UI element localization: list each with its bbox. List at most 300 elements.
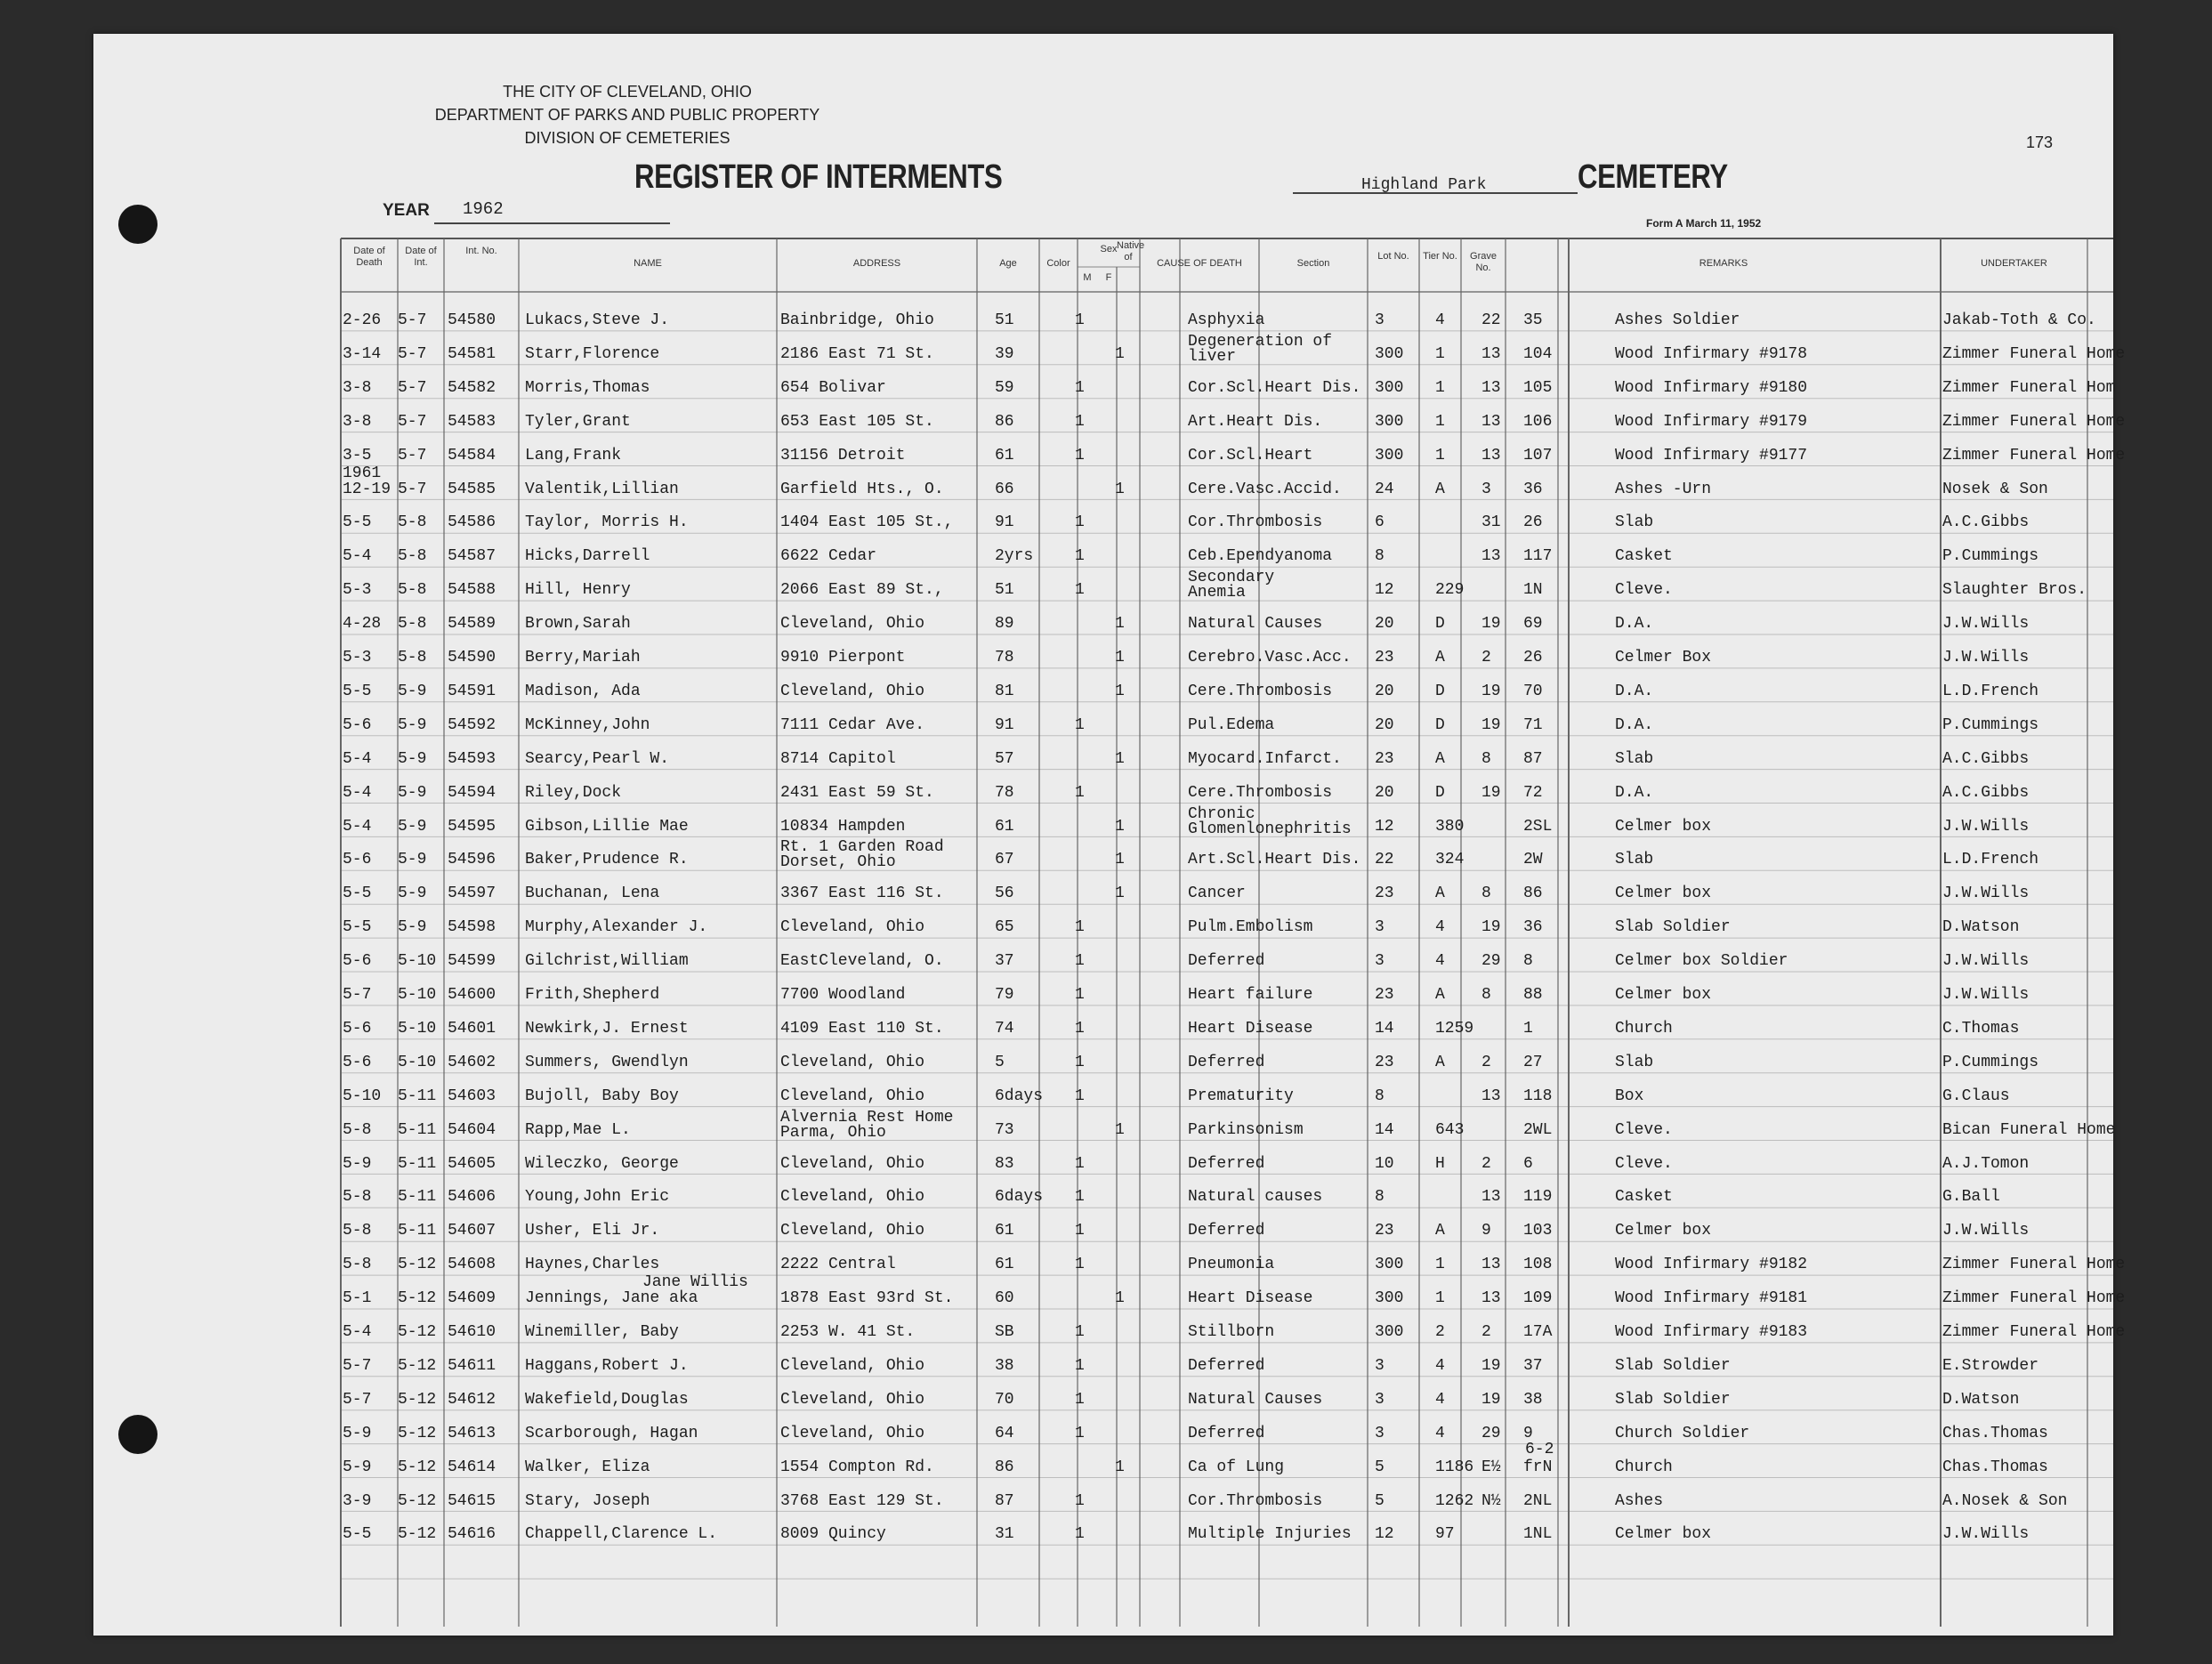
cell-grave: 87 <box>1523 749 1543 768</box>
cell-grave: 104 <box>1523 344 1553 363</box>
cell-cause: Art.Scl.Heart Dis. <box>1188 851 1361 869</box>
cell-sec: 300 <box>1375 344 1404 363</box>
cell-sec: 300 <box>1375 446 1404 464</box>
cell-addr: 10834 Hampden <box>780 817 906 836</box>
column-header-date-of-death: Date of Death <box>353 246 385 268</box>
cell-rem: Box <box>1615 1086 1644 1105</box>
cell-dod: 5-9 <box>343 1154 372 1173</box>
cell-tier: 3 <box>1481 480 1491 498</box>
cell-lot: 1 <box>1435 344 1445 363</box>
cell-addr: 2222 Central <box>780 1256 896 1274</box>
cell-grave: 69 <box>1523 615 1543 634</box>
cell-cause: Heart Disease <box>1188 1019 1313 1038</box>
cell-tier: 2 <box>1481 649 1491 666</box>
cell-name: Searcy,Pearl W. <box>525 749 670 768</box>
cell-addr: Cleveland, Ohio <box>780 1053 925 1071</box>
cell-doi: 5-9 <box>398 851 427 869</box>
cell-rem: Cleve. <box>1615 1120 1673 1139</box>
cell-no: 54608 <box>448 1256 496 1274</box>
cell-rem: Slab <box>1615 851 1654 869</box>
cell-tier: 13 <box>1481 344 1501 363</box>
column-header-color: Color <box>1046 258 1070 269</box>
cell-dod: 5-5 <box>343 1525 372 1544</box>
cell-sec: 3 <box>1375 1356 1385 1375</box>
cell-und: J.W.Wills <box>1942 885 2030 903</box>
cell-lot: D <box>1435 715 1445 734</box>
cell-cause-line2: liver <box>1188 347 1237 366</box>
cell-sec: 23 <box>1375 749 1394 768</box>
cell-age: 61 <box>995 446 1014 464</box>
cell-und: J.W.Wills <box>1942 1222 2030 1240</box>
cell-no: 54587 <box>448 547 496 566</box>
cell-und: Nosek & Son <box>1942 480 2048 498</box>
form-note: Form A March 11, 1952 <box>1646 217 1762 230</box>
cell-grave: 118 <box>1523 1086 1553 1105</box>
cell-m: 1 <box>1075 581 1085 600</box>
cell-dod: 5-5 <box>343 885 372 903</box>
cell-lot: A <box>1435 649 1445 666</box>
cell-addr: 6622 Cedar <box>780 547 877 566</box>
cell-dod: 5-6 <box>343 952 372 971</box>
cell-age: 86 <box>995 1458 1014 1476</box>
cell-cause: Pneumonia <box>1188 1256 1275 1274</box>
cell-rem: Celmer box <box>1615 885 1712 903</box>
cell-dod: 5-3 <box>343 649 372 666</box>
cell-rem: Wood Infirmary #9180 <box>1615 378 1808 397</box>
cell-grave: 27 <box>1523 1053 1543 1071</box>
cell-und: Bican Funeral Home <box>1942 1120 2116 1139</box>
cell-no: 54597 <box>448 885 496 903</box>
cell-sec: 3 <box>1375 1390 1385 1409</box>
cell-grave: 26 <box>1523 513 1543 532</box>
city-name: THE CITY OF CLEVELAND, OHIO <box>503 83 752 101</box>
cell-cause: Deferred <box>1188 1356 1265 1375</box>
cell-tier: 8 <box>1481 749 1491 768</box>
cell-sec: 12 <box>1375 1525 1394 1544</box>
cell-name: Winemiller, Baby <box>525 1323 679 1341</box>
cell-und: Chas.Thomas <box>1942 1424 2048 1442</box>
cell-rem: D.A. <box>1615 715 1654 734</box>
cell-addr: 9910 Pierpont <box>780 649 906 666</box>
cell-sec: 20 <box>1375 615 1394 634</box>
cell-addr: 31156 Detroit <box>780 446 906 464</box>
cell-age: 86 <box>995 412 1014 431</box>
cell-sec: 8 <box>1375 1086 1385 1105</box>
cell-no: 54603 <box>448 1086 496 1105</box>
cell-dod: 5-4 <box>343 1323 372 1341</box>
cell-und: Zimmer Funeral Hom <box>1942 378 2116 397</box>
cell-addr: 1404 East 105 St., <box>780 513 954 532</box>
cell-addr: 3367 East 116 St. <box>780 885 944 903</box>
cell-und: E.Strowder <box>1942 1356 2039 1375</box>
cell-addr: 7111 Cedar Ave. <box>780 715 925 734</box>
cell-grave: 1NL <box>1523 1525 1553 1544</box>
cell-dod: 5-4 <box>343 783 372 802</box>
cell-tier: 2 <box>1481 1053 1491 1071</box>
column-header-sex-m: M <box>1083 272 1092 283</box>
cell-no: 54606 <box>448 1188 496 1207</box>
cell-no: 54605 <box>448 1154 496 1173</box>
cell-tier: 13 <box>1481 1289 1501 1308</box>
cell-m: 1 <box>1075 1188 1085 1207</box>
cell-sec: 8 <box>1375 1188 1385 1207</box>
cell-tier: 19 <box>1481 682 1501 700</box>
cell-f: 1 <box>1115 749 1125 768</box>
cell-addr: 7700 Woodland <box>780 986 906 1004</box>
cell-doi: 5-11 <box>398 1222 437 1240</box>
cell-doi: 5-8 <box>398 513 427 532</box>
cell-sec: 3 <box>1375 311 1385 329</box>
cell-grave: 88 <box>1523 986 1543 1004</box>
cell-und: J.W.Wills <box>1942 649 2030 666</box>
cell-doi: 5-8 <box>398 649 427 666</box>
cell-addr: Cleveland, Ohio <box>780 1356 925 1375</box>
cell-doi: 5-7 <box>398 480 427 498</box>
cell-age: 79 <box>995 986 1014 1004</box>
cell-und: Slaughter Bros. <box>1942 581 2087 600</box>
cell-rem: Slab Soldier <box>1615 1390 1731 1409</box>
division-name: DIVISION OF CEMETERIES <box>524 129 731 147</box>
cell-sec: 23 <box>1375 649 1394 666</box>
cell-addr: 653 East 105 St. <box>780 412 934 431</box>
cell-tier: 19 <box>1481 615 1501 634</box>
cell-doi: 5-9 <box>398 682 427 700</box>
cell-name: Riley,Dock <box>525 783 622 802</box>
cell-doi: 5-11 <box>398 1120 437 1139</box>
cell-und: J.W.Wills <box>1942 1525 2030 1544</box>
cell-name: Chappell,Clarence L. <box>525 1525 718 1544</box>
cell-lot: 1 <box>1435 1289 1445 1308</box>
cell-addr: 1878 East 93rd St. <box>780 1289 954 1308</box>
cell-sec: 12 <box>1375 817 1394 836</box>
year-label: YEAR <box>383 201 430 220</box>
cell-cause: Natural Causes <box>1188 1390 1323 1409</box>
cell-addr: Cleveland, Ohio <box>780 1222 925 1240</box>
cell-addr: 2186 East 71 St. <box>780 344 934 363</box>
cell-rem: Slab <box>1615 1053 1654 1071</box>
cell-tier: 13 <box>1481 1188 1501 1207</box>
cell-name: McKinney,John <box>525 715 650 734</box>
cell-lot: 1 <box>1435 446 1445 464</box>
cell-no: 54580 <box>448 311 496 329</box>
cell-grave: 107 <box>1523 446 1553 464</box>
cell-sec: 23 <box>1375 1222 1394 1240</box>
cell-doi: 5-12 <box>398 1390 437 1409</box>
cell-und: J.W.Wills <box>1942 615 2030 634</box>
cell-m: 1 <box>1075 1053 1085 1071</box>
cell-lot: H <box>1435 1154 1445 1173</box>
cell-name: Usher, Eli Jr. <box>525 1222 660 1240</box>
cell-no: 54604 <box>448 1120 496 1139</box>
cell-und: Zimmer Funeral Home <box>1942 1289 2126 1308</box>
cell-name: Gilchrist,William <box>525 952 689 971</box>
cell-m: 1 <box>1075 446 1085 464</box>
cell-m: 1 <box>1075 986 1085 1004</box>
cell-lot: A <box>1435 749 1445 768</box>
cell-cause: Cor.Thrombosis <box>1188 1491 1323 1510</box>
cell-rem: Cleve. <box>1615 581 1673 600</box>
cell-name: Newkirk,J. Ernest <box>525 1019 689 1038</box>
cell-m: 1 <box>1075 1390 1085 1409</box>
column-header-section: Section <box>1296 258 1330 269</box>
cell-dod: 5-8 <box>343 1120 372 1139</box>
cell-und: J.W.Wills <box>1942 986 2030 1004</box>
cell-und: J.W.Wills <box>1942 817 2030 836</box>
cell-age: 39 <box>995 344 1014 363</box>
cell-addr: 4109 East 110 St. <box>780 1019 944 1038</box>
cell-m: 1 <box>1075 1525 1085 1544</box>
cell-age: 31 <box>995 1525 1014 1544</box>
cell-tier: 29 <box>1481 952 1501 971</box>
cell-grave: 2W <box>1523 851 1543 869</box>
cell-name: Stary, Joseph <box>525 1491 650 1510</box>
cell-dod: 5-6 <box>343 715 372 734</box>
cell-no: 54612 <box>448 1390 496 1409</box>
cell-sec: 3 <box>1375 952 1385 971</box>
cell-cause: Art.Heart Dis. <box>1188 412 1323 431</box>
cell-age: 81 <box>995 682 1014 700</box>
cell-no: 54613 <box>448 1424 496 1442</box>
cell-doi: 5-11 <box>398 1086 437 1105</box>
cell-cause: Degeneration of <box>1188 332 1333 351</box>
cell-lot: A <box>1435 1222 1445 1240</box>
cell-cause: Deferred <box>1188 1053 1265 1071</box>
cell-und: J.W.Wills <box>1942 952 2030 971</box>
cell-age: 37 <box>995 952 1014 971</box>
cell-cause-line2: Anemia <box>1188 584 1246 602</box>
cell-m: 1 <box>1075 311 1085 329</box>
cell-doi: 5-11 <box>398 1154 437 1173</box>
cell-addr: 2253 W. 41 St. <box>780 1323 916 1341</box>
cell-addr: Alvernia Rest Home <box>780 1108 954 1127</box>
cell-doi: 5-9 <box>398 817 427 836</box>
cell-m: 1 <box>1075 1356 1085 1375</box>
cell-sec: 300 <box>1375 1323 1404 1341</box>
cell-sec: 5 <box>1375 1458 1385 1476</box>
cell-sec: 20 <box>1375 783 1394 802</box>
cell-dod: 3-14 <box>343 344 382 363</box>
cell-tier: 13 <box>1481 446 1501 464</box>
cell-age: 64 <box>995 1424 1014 1442</box>
cell-age: 59 <box>995 378 1014 397</box>
cell-age: 78 <box>995 783 1014 802</box>
cell-age: 61 <box>995 817 1014 836</box>
cell-cause: Cor.Thrombosis <box>1188 513 1323 532</box>
cell-lot: D <box>1435 615 1445 634</box>
cell-sec: 23 <box>1375 1053 1394 1071</box>
cell-name: Haggans,Robert J. <box>525 1356 689 1375</box>
cell-f: 1 <box>1115 817 1125 836</box>
cell-tier: 13 <box>1481 1086 1501 1105</box>
cell-und: Zimmer Funeral Home <box>1942 344 2126 363</box>
cell-cause: Parkinsonism <box>1188 1120 1304 1139</box>
cell-addr-line2: Dorset, Ohio <box>780 853 896 872</box>
cell-f: 1 <box>1115 851 1125 869</box>
cell-rem: Casket <box>1615 1188 1673 1207</box>
cell-grave: 119 <box>1523 1188 1553 1207</box>
cell-name: Frith,Shepherd <box>525 986 660 1004</box>
cell-sec: 8 <box>1375 547 1385 566</box>
cell-tier: 13 <box>1481 412 1501 431</box>
cell-age: 51 <box>995 311 1014 329</box>
column-header-sex-f: F <box>1105 272 1112 283</box>
cell-rem: Ashes -Urn <box>1615 480 1712 498</box>
cell-dod: 5-7 <box>343 1356 372 1375</box>
cell-doi: 5-9 <box>398 885 427 903</box>
cell-doi: 5-12 <box>398 1525 437 1544</box>
cell-grave: 71 <box>1523 715 1543 734</box>
cell-tier: 31 <box>1481 513 1501 532</box>
cell-und: G.Claus <box>1942 1086 2010 1105</box>
cell-rem: Celmer box <box>1615 986 1712 1004</box>
cell-dod: 5-4 <box>343 547 372 566</box>
cell-sec: 300 <box>1375 378 1404 397</box>
cell-age: 67 <box>995 851 1014 869</box>
cell-dod: 5-9 <box>343 1424 372 1442</box>
cell-grave: 117 <box>1523 547 1553 566</box>
cell-dod-year: 1961 <box>343 464 382 482</box>
cell-lot: 4 <box>1435 1390 1445 1409</box>
cell-und: A.C.Gibbs <box>1942 749 2030 768</box>
cell-rem: D.A. <box>1615 615 1654 634</box>
cell-tier: 19 <box>1481 783 1501 802</box>
cell-no: 54583 <box>448 412 496 431</box>
cell-f: 1 <box>1115 615 1125 634</box>
cell-grave: 6 <box>1523 1154 1533 1173</box>
cell-name: Buchanan, Lena <box>525 885 660 903</box>
cell-und: Jakab-Toth & Co. <box>1942 311 2096 329</box>
cell-grave: 36 <box>1523 918 1543 937</box>
cell-name: Starr,Florence <box>525 344 660 363</box>
cell-dod: 5-7 <box>343 986 372 1004</box>
cell-cause: Ceb.Ependyanoma <box>1188 547 1333 566</box>
cell-age: 6days <box>995 1188 1044 1207</box>
cell-m: 1 <box>1075 412 1085 431</box>
cell-addr-line2: Parma, Ohio <box>780 1123 886 1142</box>
cell-cause-line2: Glomenlonephritis <box>1188 820 1352 838</box>
cell-sec: 300 <box>1375 412 1404 431</box>
cell-f: 1 <box>1115 682 1125 700</box>
cell-rem: Church Soldier <box>1615 1424 1750 1442</box>
cell-addr: Cleveland, Ohio <box>780 1154 925 1173</box>
cell-lot: D <box>1435 682 1445 700</box>
cell-name: Wakefield,Douglas <box>525 1390 689 1409</box>
cell-tier: 13 <box>1481 1256 1501 1274</box>
cell-age: 5 <box>995 1053 1005 1071</box>
cell-age: 78 <box>995 649 1014 666</box>
cell-rem: Slab Soldier <box>1615 1356 1731 1375</box>
cell-addr: 3768 East 129 St. <box>780 1491 944 1510</box>
cell-age: 89 <box>995 615 1014 634</box>
cell-cause: Prematurity <box>1188 1086 1294 1105</box>
cell-m: 1 <box>1075 952 1085 971</box>
cell-cause: Stillborn <box>1188 1323 1275 1341</box>
cell-cause: Myocard.Infarct. <box>1188 749 1342 768</box>
cell-name: Baker,Prudence R. <box>525 851 689 869</box>
cell-und: Zimmer Funeral Home <box>1942 1256 2126 1274</box>
cell-doi: 5-9 <box>398 749 427 768</box>
cell-cause: Secondary <box>1188 569 1275 587</box>
cell-m: 1 <box>1075 715 1085 734</box>
cell-cause: Cere.Vasc.Accid. <box>1188 480 1342 498</box>
cell-addr: Cleveland, Ohio <box>780 1390 925 1409</box>
cell-lot: 4 <box>1435 311 1445 329</box>
cell-lot: 1 <box>1435 1256 1445 1274</box>
cell-age: 38 <box>995 1356 1014 1375</box>
cell-und: P.Cummings <box>1942 1053 2039 1071</box>
cell-sec: 14 <box>1375 1120 1394 1139</box>
cell-tier: 22 <box>1481 311 1501 329</box>
cell-name: Haynes,Charles <box>525 1256 660 1274</box>
cell-age: 2yrs <box>995 547 1034 566</box>
cell-und: A.J.Tomon <box>1942 1154 2030 1173</box>
cell-rem: Celmer Box <box>1615 649 1712 666</box>
cell-cause: Heart failure <box>1188 986 1313 1004</box>
cell-doi: 5-7 <box>398 378 427 397</box>
cell-cause: Ca of Lung <box>1188 1458 1285 1476</box>
cell-dod: 2-26 <box>343 311 382 329</box>
cell-f: 1 <box>1115 1458 1125 1476</box>
cell-no: 54607 <box>448 1222 496 1240</box>
cell-age: 57 <box>995 749 1014 768</box>
cell-doi: 5-9 <box>398 715 427 734</box>
cell-name: Scarborough, Hagan <box>525 1424 698 1442</box>
cell-und: G.Ball <box>1942 1188 2000 1207</box>
cell-grave: 108 <box>1523 1256 1553 1274</box>
column-header-date-of-int: Date of Int. <box>405 246 437 268</box>
cell-addr: EastCleveland, O. <box>780 952 944 971</box>
cell-doi: 5-12 <box>398 1289 437 1308</box>
cell-addr: Bainbridge, Ohio <box>780 311 934 329</box>
cell-grave: 109 <box>1523 1289 1553 1308</box>
cell-m: 1 <box>1075 1323 1085 1341</box>
cell-lot: A <box>1435 986 1445 1004</box>
cell-cause: Cere.Thrombosis <box>1188 682 1333 700</box>
cell-lot: 4 <box>1435 952 1445 971</box>
cell-cause: Pul.Edema <box>1188 715 1275 734</box>
cell-rem: Cleve. <box>1615 1154 1673 1173</box>
cell-tier: 2 <box>1481 1154 1491 1173</box>
cell-dod: 5-5 <box>343 513 372 532</box>
cell-age: 73 <box>995 1120 1014 1139</box>
cell-sec: 20 <box>1375 715 1394 734</box>
cell-lot: 324 <box>1435 851 1465 869</box>
cell-no: 54615 <box>448 1491 496 1510</box>
cell-rem: Wood Infirmary #9181 <box>1615 1289 1808 1308</box>
cell-rem: Ashes Soldier <box>1615 311 1740 329</box>
cell-tier: 13 <box>1481 547 1501 566</box>
cell-age: 91 <box>995 513 1014 532</box>
cell-rem: D.A. <box>1615 682 1654 700</box>
cell-doi: 5-10 <box>398 1053 437 1071</box>
cell-und: P.Cummings <box>1942 715 2039 734</box>
cell-doi: 5-10 <box>398 986 437 1004</box>
column-header-sex: Sex <box>1100 244 1118 254</box>
cell-name: Summers, Gwendlyn <box>525 1053 689 1071</box>
cell-doi: 5-10 <box>398 952 437 971</box>
cell-lot: 4 <box>1435 918 1445 937</box>
cell-name: Lang,Frank <box>525 446 622 464</box>
column-header-native: Native of <box>1117 240 1145 263</box>
cell-rem: Slab <box>1615 513 1654 532</box>
cell-cause: Deferred <box>1188 1154 1265 1173</box>
cell-age: 65 <box>995 918 1014 937</box>
cell-grave: 1 <box>1523 1019 1533 1038</box>
column-header-undertaker: UNDERTAKER <box>1981 258 2047 269</box>
cell-f: 1 <box>1115 344 1125 363</box>
cell-doi: 5-9 <box>398 918 427 937</box>
cell-no: 54611 <box>448 1356 496 1375</box>
